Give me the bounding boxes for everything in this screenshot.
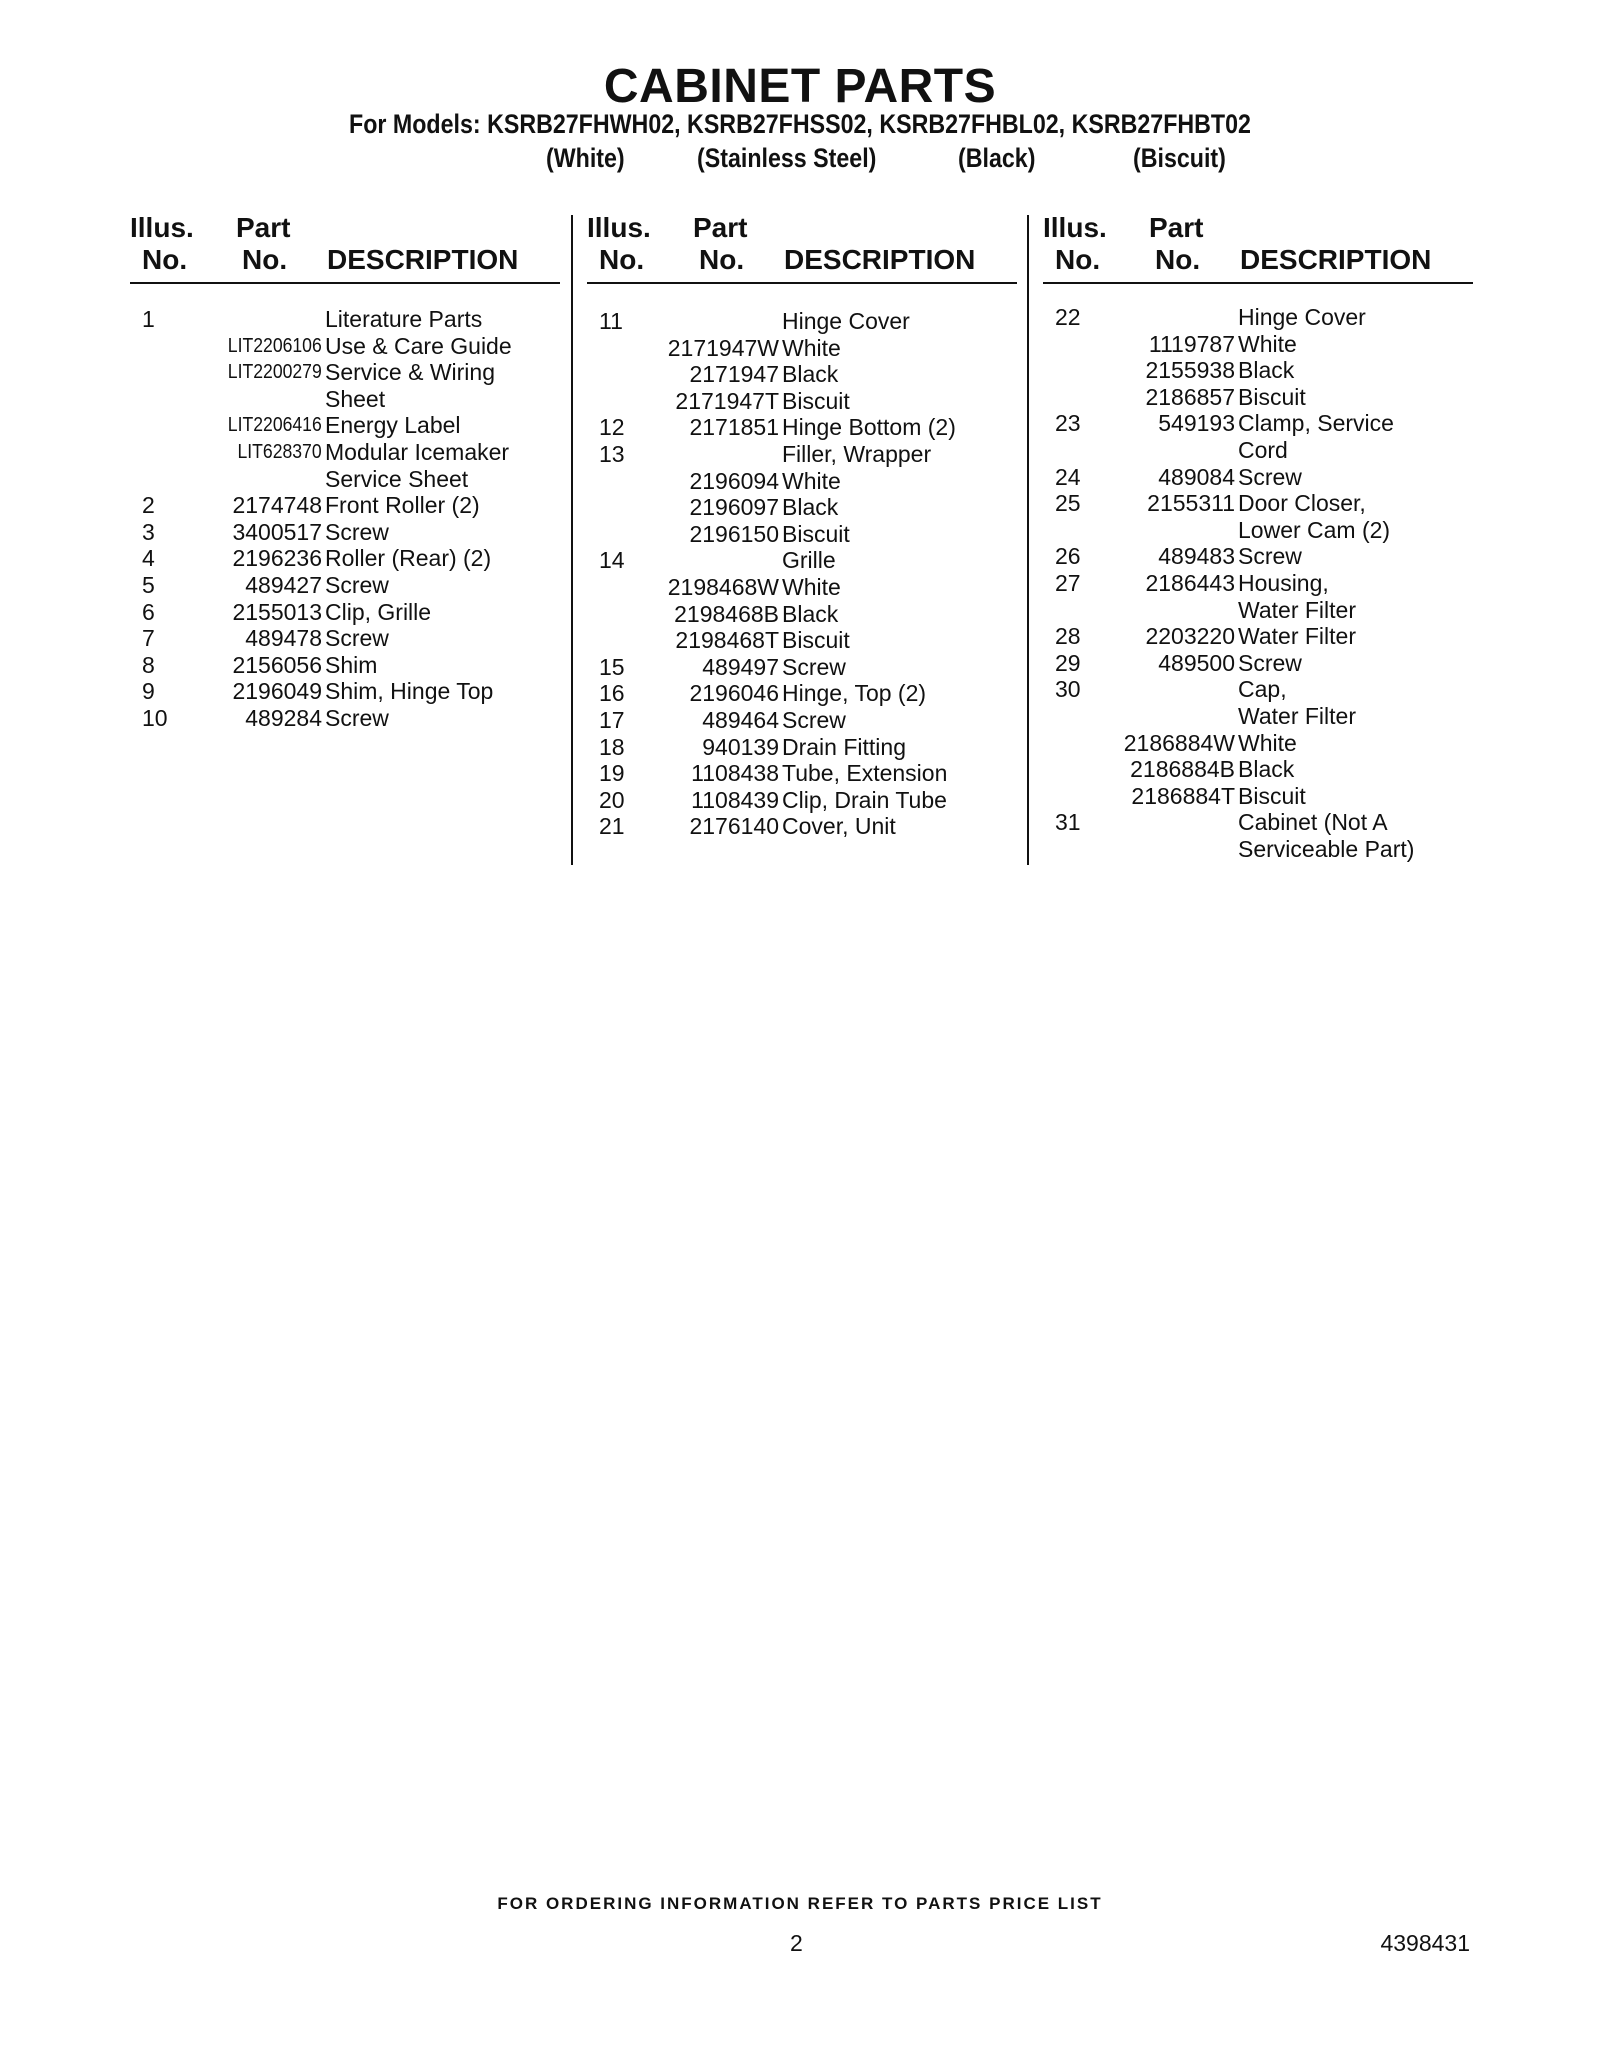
part-description: Lower Cam (2) <box>1238 516 1391 543</box>
part-description: Cabinet (Not A <box>1238 809 1388 836</box>
part-number: 2155013 <box>232 598 322 625</box>
parts-column-1 <box>130 210 560 732</box>
column-header <box>130 210 560 284</box>
part-description: Drain Fitting <box>782 733 906 760</box>
part-row <box>587 601 1017 628</box>
part-number: 2155938 <box>1145 357 1235 384</box>
part-description: Shim, Hinge Top <box>325 678 494 705</box>
header-part-no: No. <box>1155 244 1201 275</box>
illus-number: 10 <box>142 704 168 731</box>
illus-number: 8 <box>142 651 155 678</box>
part-number: 489500 <box>1158 649 1235 676</box>
part-row <box>1043 410 1473 437</box>
part-description: White <box>782 573 841 600</box>
illus-number: 15 <box>599 653 625 680</box>
illus-number: 12 <box>599 414 625 441</box>
part-description: Screw <box>1238 543 1302 570</box>
part-number: 2196046 <box>689 680 779 707</box>
header-description: DESCRIPTION <box>784 244 976 275</box>
part-number: 2186884B <box>1130 756 1235 783</box>
part-row <box>587 468 1017 495</box>
column-header <box>1043 210 1473 284</box>
part-row <box>587 627 1017 654</box>
part-number: 2196150 <box>689 520 779 547</box>
part-description: Biscuit <box>1238 383 1306 410</box>
header-illus-no: No. <box>142 244 188 275</box>
part-description: Black <box>782 600 839 627</box>
part-number: 489483 <box>1158 543 1235 570</box>
part-row <box>587 441 1017 468</box>
finish-stainless: (Stainless Steel) <box>697 143 877 173</box>
part-row <box>1043 623 1473 650</box>
column-divider <box>1027 215 1029 865</box>
illus-number: 1 <box>142 306 155 332</box>
part-row <box>1043 650 1473 677</box>
finish-white: (White) <box>546 143 625 173</box>
ordering-note: FOR ORDERING INFORMATION REFER TO PARTS PRICE LIST <box>497 1894 1103 1913</box>
models-line: For Models: KSRB27FHWH02, KSRB27FHSS02, KSRB27FHBL02, KSRB27FHBT02 <box>349 109 1251 139</box>
part-row <box>130 386 560 413</box>
part-row <box>1043 756 1473 783</box>
part-row <box>1043 730 1473 757</box>
part-description: Clip, Grille <box>325 598 432 625</box>
part-row <box>130 466 560 493</box>
part-row <box>1043 437 1473 464</box>
column-header <box>587 210 1017 284</box>
part-description: Screw <box>1238 649 1302 676</box>
header-part-no: No. <box>242 244 288 275</box>
part-row <box>130 705 560 732</box>
illus-number: 2 <box>142 492 155 519</box>
part-number: 2155311 <box>1147 490 1235 517</box>
part-number: 2203220 <box>1145 623 1235 650</box>
parts-column-3 <box>1043 210 1473 862</box>
part-description: Biscuit <box>782 627 850 654</box>
part-description: Front Roller (2) <box>325 492 480 519</box>
part-number: 2198468B <box>674 600 779 627</box>
header-illus: Illus. <box>130 212 194 243</box>
part-row <box>130 625 560 652</box>
part-row <box>130 412 560 439</box>
part-description: Grille <box>782 547 836 574</box>
part-number: 1108439 <box>691 786 779 813</box>
part-description: Black <box>782 494 839 521</box>
illus-number: 31 <box>1055 809 1081 836</box>
part-description: Energy Label <box>325 412 461 439</box>
part-description: Cap, <box>1238 676 1287 703</box>
illus-number: 24 <box>1055 463 1081 490</box>
part-description: Service Sheet <box>325 465 469 492</box>
part-description: Biscuit <box>1238 782 1306 809</box>
part-number: LIT628370 <box>237 440 322 463</box>
part-number: 549193 <box>1158 410 1235 437</box>
part-row <box>1043 703 1473 730</box>
part-row <box>130 545 560 572</box>
part-number: 489464 <box>702 706 779 733</box>
part-description: Screw <box>782 706 846 733</box>
part-number: 2186884T <box>1131 782 1235 809</box>
illus-number: 6 <box>142 598 155 625</box>
part-number: 2186443 <box>1145 569 1235 596</box>
part-description: Tube, Extension <box>782 760 948 787</box>
part-row <box>130 359 560 386</box>
header-part: Part <box>236 212 291 243</box>
part-description: Black <box>782 361 839 388</box>
illus-number: 17 <box>599 706 625 733</box>
part-number: 489284 <box>245 704 322 731</box>
part-description: Use & Care Guide <box>325 332 512 359</box>
part-number: 2176140 <box>689 813 779 840</box>
part-description: Door Closer, <box>1238 490 1366 517</box>
part-number: 2171947T <box>675 387 779 414</box>
part-description: Housing, <box>1238 569 1329 596</box>
part-number: 2171851 <box>689 414 779 441</box>
part-number: 2196097 <box>689 494 779 521</box>
part-number: 1108438 <box>691 760 779 787</box>
illus-number: 13 <box>599 440 625 467</box>
header-illus: Illus. <box>587 212 651 243</box>
part-description: Shim <box>325 651 378 678</box>
part-description: Hinge Bottom (2) <box>782 414 956 441</box>
illus-number: 30 <box>1055 676 1081 703</box>
part-row <box>587 308 1017 335</box>
part-number: 2196236 <box>232 545 322 572</box>
part-description: Filler, Wrapper <box>782 440 932 467</box>
part-row <box>587 707 1017 734</box>
part-row <box>587 787 1017 814</box>
part-number: 489427 <box>245 571 322 598</box>
part-row <box>587 494 1017 521</box>
part-number: 2186884W <box>1123 729 1235 756</box>
part-number: 2196049 <box>232 678 322 705</box>
illus-number: 29 <box>1055 649 1081 676</box>
part-row <box>130 652 560 679</box>
part-description: Hinge Cover <box>782 308 910 334</box>
part-description: Service & Wiring <box>325 359 495 386</box>
part-description: Screw <box>325 625 389 652</box>
header-part-no: No. <box>699 244 745 275</box>
part-description: Clamp, Service <box>1238 410 1394 437</box>
illus-number: 22 <box>1055 304 1081 330</box>
illus-number: 28 <box>1055 623 1081 650</box>
illus-number: 19 <box>599 760 625 787</box>
part-description: Sheet <box>325 385 386 412</box>
part-description: Water Filter <box>1238 596 1356 623</box>
illus-number: 18 <box>599 733 625 760</box>
illus-number: 21 <box>599 813 625 840</box>
part-number: 2171947W <box>667 334 779 361</box>
part-number: 2186857 <box>1145 383 1235 410</box>
part-row <box>1043 809 1473 836</box>
part-row <box>1043 517 1473 544</box>
part-description: Black <box>1238 756 1295 783</box>
part-number: 3400517 <box>232 518 322 545</box>
part-description: Screw <box>782 653 846 680</box>
part-row <box>587 654 1017 681</box>
part-number: 2198468T <box>675 627 779 654</box>
illus-number: 7 <box>142 625 155 652</box>
part-row <box>587 680 1017 707</box>
part-number: 1119787 <box>1148 330 1235 357</box>
part-number: 2198468W <box>667 573 779 600</box>
part-number: 489497 <box>702 653 779 680</box>
part-description: Cord <box>1238 436 1288 463</box>
part-description: White <box>1238 330 1297 357</box>
part-description: Modular Icemaker <box>325 438 510 465</box>
column-divider <box>571 215 573 865</box>
parts-list <box>1043 304 1473 862</box>
parts-column-2 <box>587 210 1017 840</box>
part-number: 2156056 <box>232 651 322 678</box>
part-number: 940139 <box>702 733 779 760</box>
illus-number: 5 <box>142 571 155 598</box>
part-description: White <box>782 334 841 361</box>
finish-biscuit: (Biscuit) <box>1133 143 1226 173</box>
parts-list <box>587 308 1017 840</box>
part-row <box>1043 464 1473 491</box>
part-number: LIT2206106 <box>228 334 322 357</box>
illus-number: 14 <box>599 547 625 574</box>
part-description: Clip, Drain Tube <box>782 786 947 813</box>
part-description: Water Filter <box>1238 702 1356 729</box>
illus-number: 16 <box>599 680 625 707</box>
illus-number: 4 <box>142 545 155 572</box>
part-description: White <box>1238 729 1297 756</box>
illus-number: 25 <box>1055 490 1081 517</box>
part-row <box>587 760 1017 787</box>
header-description: DESCRIPTION <box>1240 244 1432 275</box>
part-description: Literature Parts <box>325 306 483 332</box>
header-description: DESCRIPTION <box>327 244 519 275</box>
part-description: Screw <box>1238 463 1302 490</box>
page-number: 2 <box>790 1930 803 1956</box>
header-illus-no: No. <box>1055 244 1101 275</box>
part-description: Serviceable Part) <box>1238 835 1415 862</box>
illus-number: 11 <box>599 308 623 334</box>
part-row <box>1043 597 1473 624</box>
part-row <box>587 335 1017 362</box>
part-row <box>1043 304 1473 331</box>
header-part: Part <box>1149 212 1204 243</box>
part-description: Biscuit <box>782 520 850 547</box>
part-row <box>1043 836 1473 863</box>
part-row <box>130 333 560 360</box>
illus-number: 26 <box>1055 543 1081 570</box>
part-row <box>587 813 1017 840</box>
part-number: LIT2200279 <box>228 361 322 384</box>
part-row <box>1043 676 1473 703</box>
illus-number: 27 <box>1055 569 1081 596</box>
part-description: Cover, Unit <box>782 813 896 840</box>
part-row <box>587 414 1017 441</box>
page-title: CABINET PARTS <box>603 60 997 113</box>
part-description: Screw <box>325 571 389 598</box>
part-description: Water Filter <box>1238 623 1356 650</box>
part-description: Roller (Rear) (2) <box>325 545 492 572</box>
part-description: Black <box>1238 357 1295 384</box>
part-description: Screw <box>325 704 389 731</box>
part-row <box>130 439 560 466</box>
part-row <box>1043 384 1473 411</box>
part-row <box>130 519 560 546</box>
part-row <box>130 599 560 626</box>
part-row <box>130 678 560 705</box>
part-row <box>1043 331 1473 358</box>
document-number: 4398431 <box>1380 1930 1470 1956</box>
part-row <box>130 572 560 599</box>
header-part: Part <box>693 212 748 243</box>
part-number: 2196094 <box>689 467 779 494</box>
part-description: Biscuit <box>782 387 850 414</box>
part-number: LIT2206416 <box>228 414 322 437</box>
finish-black: (Black) <box>958 143 1036 173</box>
part-description: Hinge, Top (2) <box>782 680 927 707</box>
part-row <box>1043 357 1473 384</box>
illus-number: 3 <box>142 518 155 545</box>
illus-number: 20 <box>599 786 625 813</box>
part-description: Hinge Cover <box>1238 304 1366 330</box>
part-row <box>1043 543 1473 570</box>
part-number: 2174748 <box>232 492 322 519</box>
header-illus: Illus. <box>1043 212 1107 243</box>
part-row <box>587 521 1017 548</box>
part-row <box>1043 490 1473 517</box>
parts-list <box>130 306 560 732</box>
part-row <box>587 574 1017 601</box>
header-illus-no: No. <box>599 244 645 275</box>
part-number: 2171947 <box>689 361 779 388</box>
part-row <box>587 547 1017 574</box>
illus-number: 9 <box>142 678 155 705</box>
part-row <box>587 361 1017 388</box>
part-row <box>130 306 560 333</box>
part-row <box>130 492 560 519</box>
part-description: White <box>782 467 841 494</box>
part-number: 489478 <box>245 625 322 652</box>
part-row <box>1043 570 1473 597</box>
part-description: Screw <box>325 518 389 545</box>
part-row <box>1043 783 1473 810</box>
part-row <box>587 734 1017 761</box>
illus-number: 23 <box>1055 410 1081 437</box>
part-row <box>587 388 1017 415</box>
part-number: 489084 <box>1158 463 1235 490</box>
